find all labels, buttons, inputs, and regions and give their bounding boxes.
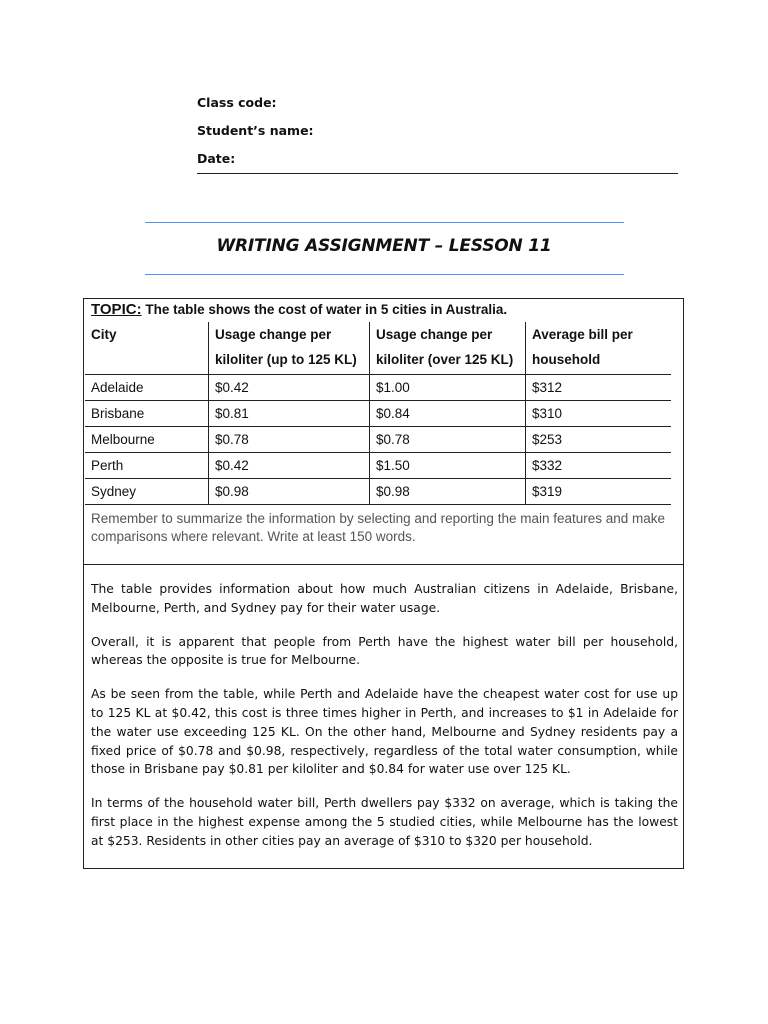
- essay-paragraph: The table provides information about how much Australian citizens in Adelaide, Brisbane, Melbourne, Perth, and Sydney pay for their water usage.: [91, 582, 678, 615]
- essay-paragraph: As be seen from the table, while Perth and Adelaide have the cheapest water cost for use up to 125 KL at $0.42, this cost is three times higher in Perth, and increases to $1 in Adelaide for the water use exceeding 125 KL. On the other hand, Melbourne and Sydney residents pay a fixed price of $0.78 and $0.98, respectively, regardless of the total water consumption, while those in Brisbane pay $0.81 per kiloliter and $0.84 for water use over 125 KL.: [91, 687, 678, 777]
- table-row: [85, 479, 671, 505]
- date-label: Date:: [197, 148, 678, 174]
- table-row: [85, 427, 671, 453]
- average-bill-cell: $319: [526, 479, 672, 505]
- essay-paragraph: Overall, it is apparent that people from Perth have the highest water bill per household, whereas the opposite is true for Melbourne.: [91, 634, 678, 668]
- city-cell: Perth: [91, 458, 124, 473]
- usage-over-cell: $1.50: [370, 453, 526, 479]
- table-row: [85, 401, 671, 427]
- header-average-bill: Average bill per household: [526, 322, 672, 375]
- city-cell: Sydney: [91, 484, 137, 499]
- usage-over-cell: $0.98: [370, 479, 526, 505]
- header-usage-over-125: Usage change per kiloliter (over 125 KL): [370, 322, 526, 375]
- city-cell: Brisbane: [91, 406, 145, 421]
- usage-over-cell: $0.78: [370, 427, 526, 453]
- essay-response: [91, 580, 678, 866]
- class-code-label: Class code:: [197, 95, 277, 110]
- student-info-header: [197, 92, 678, 174]
- water-cost-table: [85, 322, 671, 505]
- table-row: [85, 453, 671, 479]
- average-bill-cell: $332: [526, 453, 672, 479]
- usage-under-cell: $0.78: [209, 427, 370, 453]
- usage-over-cell: $0.84: [370, 401, 526, 427]
- usage-under-cell: $0.81: [209, 401, 370, 427]
- assignment-box: [83, 298, 684, 869]
- average-bill-cell: $310: [526, 401, 672, 427]
- title-bottom-rule: [145, 274, 624, 275]
- average-bill-cell: $253: [526, 427, 672, 453]
- instruction-text: Remember to summarize the information by selecting and reporting the main features and make comparisons where relevant. Write at least 150 words.: [91, 511, 666, 544]
- topic-text: The table shows the cost of water in 5 cities in Australia.: [145, 302, 508, 317]
- essay-paragraph: In terms of the household water bill, Perth dwellers pay $332 on average, which is taking the first place in the highest expense among the 5 studied cities, while Melbourne has the lowest at $253. Residents in other cities pay an average of $310 to $320 per household.: [91, 796, 678, 848]
- title-top-rule: [145, 222, 624, 223]
- usage-over-cell: $1.00: [370, 375, 526, 401]
- table-header-row: [85, 322, 671, 375]
- table-row: [85, 375, 671, 401]
- city-cell: Melbourne: [91, 432, 155, 447]
- usage-under-cell: $0.98: [209, 479, 370, 505]
- usage-under-cell: $0.42: [209, 375, 370, 401]
- usage-under-cell: $0.42: [209, 453, 370, 479]
- city-cell: Adelaide: [91, 380, 144, 395]
- section-divider: [84, 564, 683, 565]
- topic-label: TOPIC:: [91, 301, 142, 318]
- student-name-label: Student’s name:: [197, 123, 314, 138]
- topic-line: [91, 301, 507, 318]
- average-bill-cell: $312: [526, 375, 672, 401]
- header-usage-under-125: Usage change per kiloliter (up to 125 KL): [209, 322, 370, 375]
- assignment-title: WRITING ASSIGNMENT – LESSON 11: [216, 236, 552, 256]
- header-city: City: [91, 327, 117, 342]
